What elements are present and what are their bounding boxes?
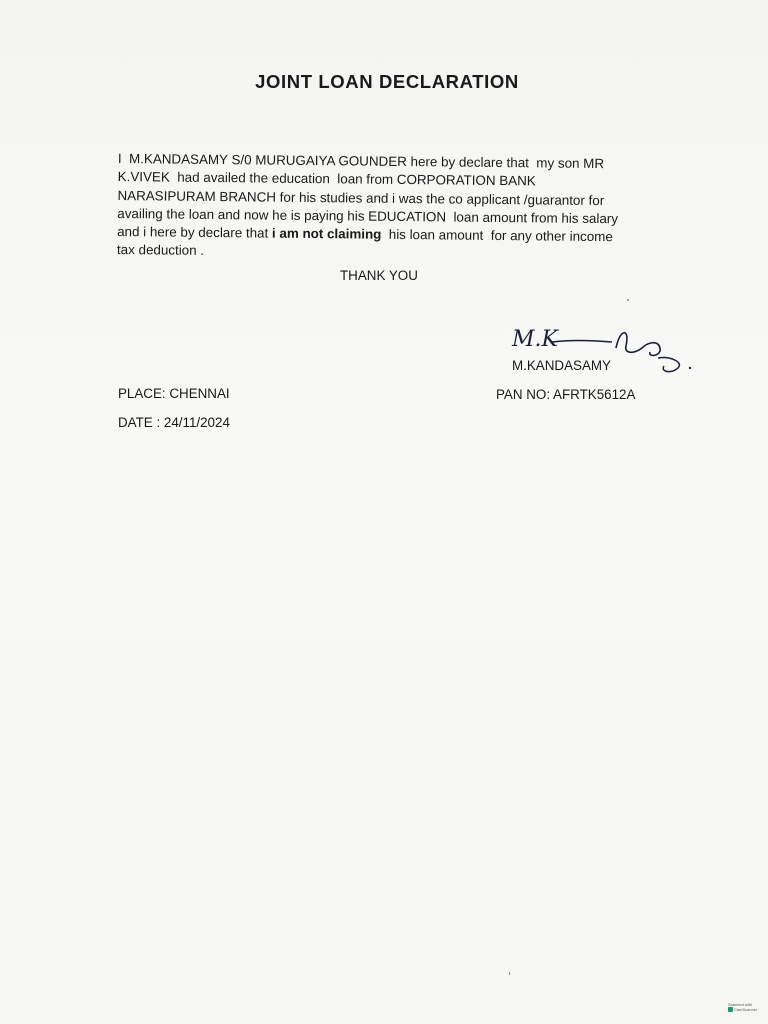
- body-line: K.VIVEK had availed the education loan from CORPORATION BANK: [117, 169, 536, 189]
- body-line-pre: and i here by declare that: [117, 224, 273, 241]
- body-line: I M.KANDASAMY S/0 MURUGAIYA GOUNDER here by declare that my son MR: [117, 150, 605, 172]
- pan-field: PAN NO: AFRTK5612A: [496, 387, 636, 402]
- body-line: tax deduction .: [116, 242, 205, 259]
- closing-text: THANK YOU: [340, 268, 418, 283]
- camscanner-logo-icon: [728, 1007, 733, 1012]
- place-field: PLACE: CHENNAI: [118, 386, 230, 401]
- watermark-line1: Scanned with: [728, 1002, 753, 1007]
- body-line: NARASIPURAM BRANCH for his studies and i was the co applicant /guarantor for: [117, 187, 605, 208]
- scan-speck: [627, 299, 629, 301]
- body-line-post: his loan amount for any other income: [381, 226, 613, 245]
- watermark-line2: CamScanner: [734, 1007, 758, 1012]
- signer-name: M.KANDASAMY: [512, 358, 611, 373]
- camscanner-watermark: [728, 1002, 762, 1016]
- declaration-body: [117, 150, 678, 266]
- body-line-emphasis: i am not claiming: [271, 225, 382, 242]
- scan-speck: [509, 972, 510, 975]
- document-title: JOINT LOAN DECLARATION: [255, 71, 519, 92]
- signature-initials: M.K: [512, 327, 558, 352]
- date-field: DATE : 24/11/2024: [118, 415, 230, 430]
- body-line: availing the loan and now he is paying his EDUCATION loan amount from his salary: [117, 205, 619, 227]
